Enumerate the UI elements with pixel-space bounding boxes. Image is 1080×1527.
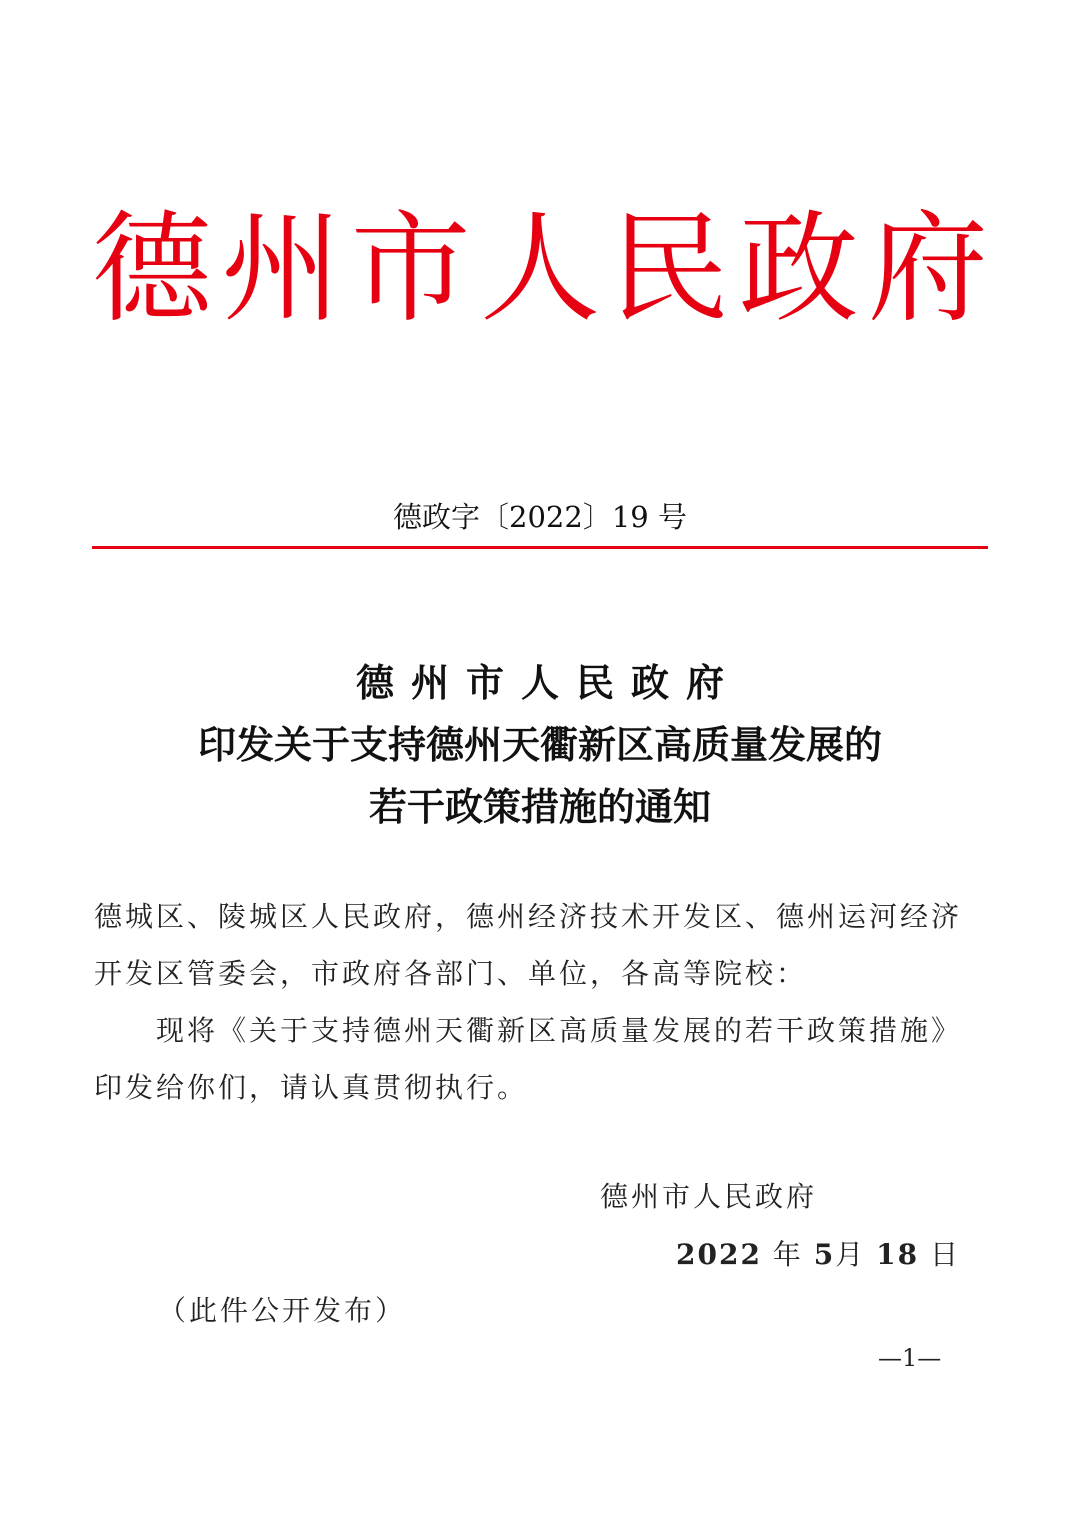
document-number: 德政字〔2022〕19 号	[393, 500, 687, 534]
paragraph-line-2: 印发给你们，请认真贯彻执行。	[94, 1071, 529, 1104]
date-year-unit: 年	[772, 1238, 803, 1271]
title-line-1: 德州市人民政府	[355, 661, 741, 705]
recipients-line-2: 开发区管委会，市政府各部门、单位，各高等院校：	[94, 957, 808, 990]
masthead-char: 府	[867, 200, 988, 339]
masthead-char: 德	[92, 200, 212, 339]
date-day: 18	[876, 1238, 920, 1271]
masthead-char: 人	[479, 200, 600, 339]
masthead-char: 市	[350, 200, 471, 339]
issue-date	[676, 1230, 960, 1280]
page-number: —1—	[878, 1344, 942, 1372]
date-day-unit: 日	[930, 1238, 961, 1271]
issuer-signature: 德州市人民政府	[600, 1180, 818, 1213]
document-title	[0, 652, 1080, 838]
masthead-title	[92, 195, 988, 345]
paragraph-line-1: 现将《关于支持德州天衢新区高质量发展的若干政策措施》	[156, 1014, 963, 1047]
masthead-char: 州	[221, 200, 342, 339]
masthead-char: 民	[609, 200, 730, 339]
public-release-note: （此件公开发布）	[158, 1294, 407, 1327]
red-divider-line	[92, 546, 988, 549]
date-month-unit: 月	[835, 1238, 866, 1271]
document-body	[94, 888, 988, 1116]
title-line-2: 印发关于支持德州天衢新区高质量发展的	[197, 723, 882, 767]
date-month: 5	[813, 1238, 836, 1271]
title-line-3: 若干政策措施的通知	[368, 785, 711, 829]
recipients-line-1: 德城区、陵城区人民政府，德州经济技术开发区、德州运河经济	[94, 900, 963, 933]
masthead-char: 政	[738, 200, 859, 339]
date-year: 2022	[676, 1238, 762, 1271]
